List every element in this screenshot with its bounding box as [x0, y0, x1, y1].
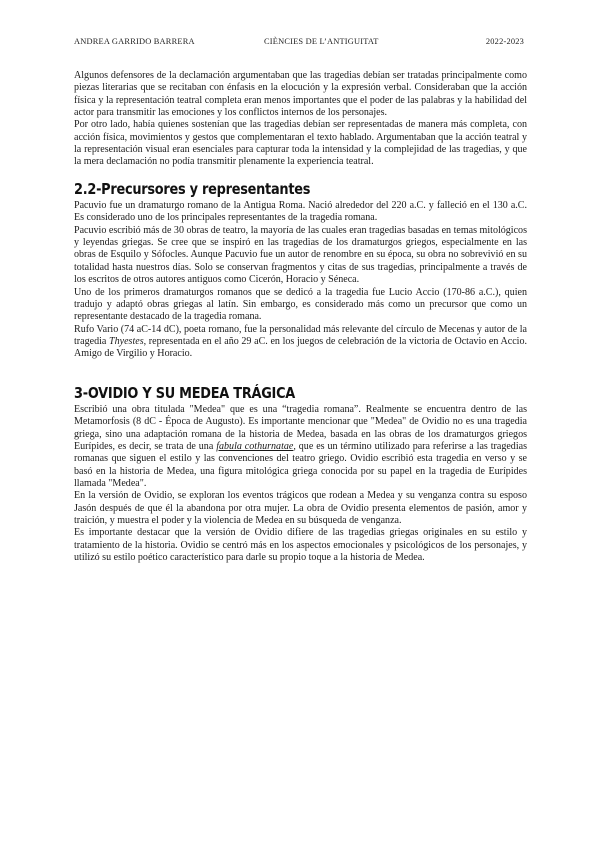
section2-paragraph-1-text-b: , que es un término utilizado para referirse a las tragedias romanas que siguen el estilo y las convenciones del teatro griego. Ovidio escribió esta tragedia en verso y se basó en la historia de Medea, una figura mitológica griega conocida por su papel en la tragedia de Eurípides llamada "Medea".	[74, 440, 527, 489]
document-body	[74, 70, 527, 564]
header-year: 2022-2023	[485, 37, 524, 46]
intro-paragraph-2: Por otro lado, había quienes sostenían que las tragedias debían ser representadas de manera más completa, con acción física, movimientos y gestos que complementaran el texto hablado. Argumentaban que la acción teatral y la representación visual eran esenciales para capturar toda la intensidad y la complejidad de las tragedias, y que la mera declamación no podía transmitir plenamente la experiencia teatral.	[74, 119, 527, 168]
section1-paragraph-4	[74, 324, 527, 361]
section-heading-precursores: 2.2-Precursores y representantes	[74, 179, 311, 198]
section1-paragraph-4-text-b: , representada en el año 29 aC. en los juegos de celebración de la victoria de Octavio en Accio. Amigo de Virgilio y Horacio.	[74, 335, 527, 360]
section2-paragraph-2: En la versión de Ovidio, se exploran los eventos trágicos que rodean a Medea y su venganza contra su esposo Jasón después de que él la abandona por otra mujer. La obra de Ovidio presenta elementos de pasión, amor y traición, y muestra el poder y la violencia de Medea en su búsqueda de venganza.	[74, 490, 527, 526]
section2-paragraph-3: Es importante destacar que la versión de Ovidio difiere de las tragedias griegas originales en su estilo y tratamiento de la historia. Ovidio se centró más en los aspectos emocionales y psicológicos de los personajes, y utilizó su estilo poético característico para darle su propio toque a la historia de Medea.	[74, 527, 527, 564]
intro-paragraph-1: Algunos defensores de la declamación argumentaban que las tragedias debían ser tratadas principalmente como piezas literarias que se recitaban con énfasis en la elocución y la expresión verbal. Consideraban que la acción física y la representación teatral completa eran menos importantes que el poder de las palabras y la habilidad del actor para transmitir las emociones y los conflictos internos de los personajes.	[74, 70, 527, 119]
section2-paragraph-1-text-a: Escribió una obra titulada "Medea" que es una “tragedia romana”. Realmente se encuentra dentro de las Metamorfosis (8 dC - Época de Augusto). Es importante mencionar que "Medea" de Ovidio no es una tragedia griega, sino una adaptación romana de la historia de Medea, basada en las obras de los dramaturgos griegos Eurípides, es decir, se trata de una	[74, 403, 527, 452]
section-heading-ovidio: 3-OVIDIO Y SU MEDEA TRÁGICA	[74, 383, 296, 402]
fabula-term: fabula cothurnatae	[216, 440, 294, 452]
section1-paragraph-3: Uno de los primeros dramaturgos romanos que se dedicó a la tragedia fue Lucio Accio (170-86 a.C.), quien tradujo y adaptó obras griegas al latín. Sin embargo, es considerado más como un precursor que como un representante destacado de la tragedia romana.	[74, 286, 527, 323]
section1-paragraph-4-text-a: Rufo Vario (74 aC-14 dC), poeta romano, fue la personalidad más relevante del círculo de Mecenas y autor de la tragedia	[74, 323, 527, 347]
header-author: ANDREA GARRIDO BARRERA	[74, 37, 195, 46]
header-course: CIÈNCIES DE L’ANTIGUITAT	[264, 37, 379, 46]
section1-paragraph-1: Pacuvio fue un dramaturgo romano de la Antigua Roma. Nació alrededor del 220 a.C. y falleció en el 130 a.C. Es considerado uno de los principales representantes de la tragedia romana.	[74, 200, 527, 224]
section1-paragraph-2: Pacuvio escribió más de 30 obras de teatro, la mayoría de las cuales eran tragedias basadas en temas mitológicos y leyendas griegas. Se cree que se inspiró en las tragedias de los dramaturgos griegos, especialmente en las obras de Esquilo y Sófocles. Aunque Pacuvio fue un autor de renombre en su época, su obra no sobrevivió en su totalidad hasta nuestros días. Solo se conservan fragmentos y citas de sus tragedias, principalmente a través de los escritos de otros autores antiguos como Cicerón, Horacio y Séneca.	[74, 224, 527, 286]
thyestes-title: Thyestes	[109, 335, 144, 347]
section2-paragraph-1	[74, 404, 527, 490]
